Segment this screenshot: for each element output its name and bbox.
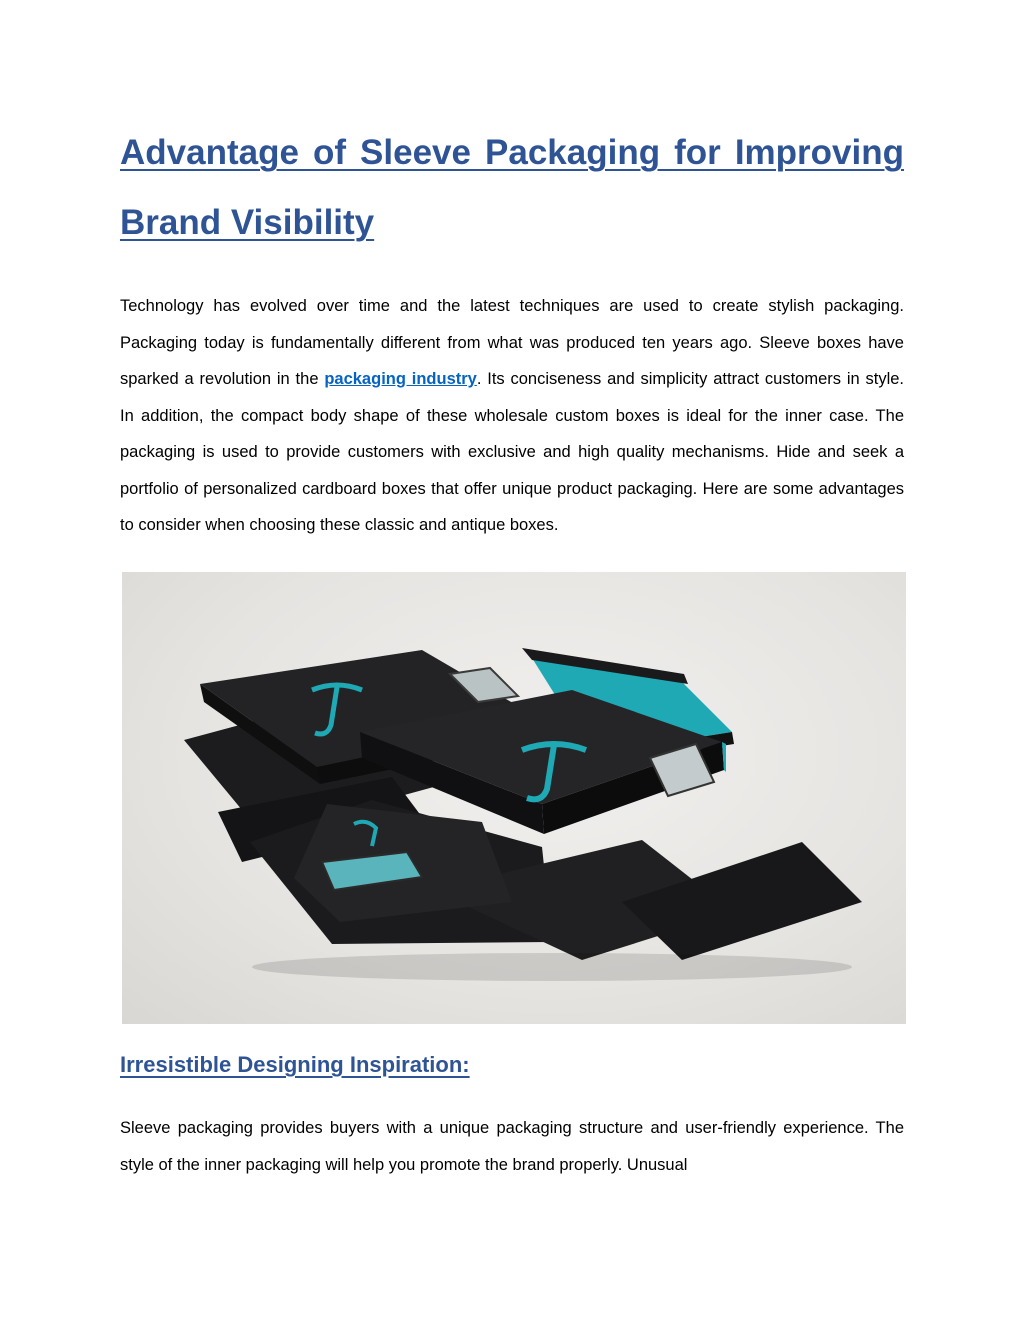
intro-paragraph bbox=[120, 288, 904, 544]
intro-text-end: . Its conciseness and simplicity attract customers in style. In addition, the compact body shape of these wholesale custom boxes is ideal for the inner case. The packaging is used to provide customers with exclusive and high quality mechanisms. Hide and seek a portfolio of personalized cardboard boxes that offer unique product packaging. Here are some advantages to consider when choosing these classic and antique boxes. bbox=[120, 370, 905, 534]
packaging-industry-link[interactable]: packaging industry bbox=[324, 370, 477, 388]
article-title-line-2: Brand Visibility bbox=[120, 203, 375, 242]
intro-text-start: Technology has evolved over time and the latest techniques are used to create stylish packaging. Packaging today is fundamentally different from what was produced ten years ago. Sleeve boxes have sparked a revolution in the bbox=[120, 297, 904, 388]
article bbox=[120, 118, 904, 544]
sleeve-boxes-photo bbox=[122, 572, 906, 1024]
article-title-line-1: Advantage of Sleeve Packaging for Improving bbox=[120, 133, 904, 172]
section-heading: Irresistible Designing Inspiration: bbox=[120, 1052, 470, 1077]
section-paragraph: Sleeve packaging provides buyers with a unique packaging structure and user-friendly experience. The style of the inner packaging will help you promote the brand properly. Unusual bbox=[120, 1119, 904, 1174]
article-title bbox=[120, 118, 904, 258]
